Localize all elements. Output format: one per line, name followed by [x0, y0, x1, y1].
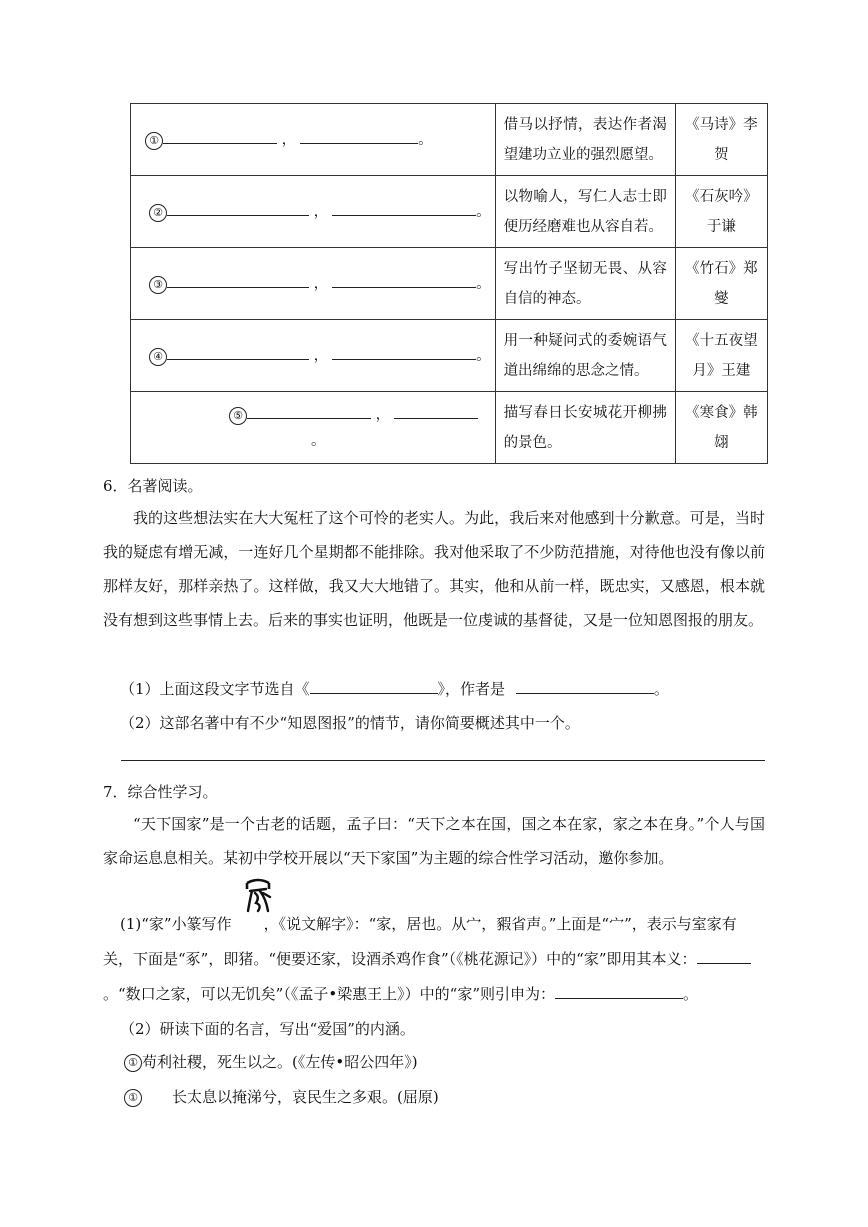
q7-heading: 7．综合性学习。	[103, 783, 218, 801]
q6-sub2: （2）这部名著中有不少“知恩图报”的情节，请你简要概述其中一个。	[120, 714, 580, 732]
poem-blank-cell	[131, 320, 496, 392]
poem-description: 用一种疑问式的委婉语气道出绵绵的思念之情。	[495, 320, 675, 392]
period: 。	[311, 432, 326, 449]
period: 。	[476, 347, 491, 364]
poem-description: 写出竹子坚韧无畏、从容自信的神态。	[495, 248, 675, 320]
row-number: ②	[149, 204, 167, 222]
q7-sub1-line2	[103, 948, 751, 969]
row-number: ③	[149, 276, 167, 294]
period: 。	[476, 203, 491, 220]
q7-jia-extended-blank[interactable]	[555, 984, 683, 999]
q7-sub1-line1	[120, 913, 737, 934]
poem-description: 借马以抒情，表达作者渴望建功立业的强烈愿望。	[495, 104, 675, 176]
poem-source: 《马诗》李贺	[675, 104, 767, 176]
quote-2-number: ①	[124, 1089, 142, 1107]
poem-table	[130, 103, 768, 464]
q6-book-title-blank[interactable]	[310, 679, 438, 694]
poem-source: 《十五夜望月》王建	[675, 320, 767, 392]
row-number: ⑤	[229, 407, 247, 425]
poem-blank-cell	[131, 392, 496, 464]
comma: ，	[313, 275, 329, 292]
second-line-blank[interactable]	[300, 129, 418, 144]
q7-sub1-text-line3a: 。“数口之家，可以无饥矣”（《孟子•梁惠王上》）中的“家”则引申为：	[103, 985, 556, 1003]
q6-author-blank[interactable]	[516, 679, 654, 694]
row-number: ④	[149, 348, 167, 366]
quote-2-text: 长太息以掩涕兮，哀民生之多艰。(屈原)	[172, 1088, 439, 1106]
poem-blank-cell	[131, 248, 496, 320]
poem-source: 《寒食》韩翃	[675, 392, 767, 464]
q6-sub1-text-c: 。	[653, 680, 669, 698]
q6-answer-line[interactable]	[121, 760, 765, 761]
first-line-blank[interactable]	[167, 345, 309, 360]
poem-blank-cell	[131, 104, 496, 176]
poem-row	[131, 104, 768, 176]
q6-sub1-text-b: 》，作者是	[437, 680, 506, 698]
q6-sub1-text-a: （1）上面这段文字节选自《	[120, 680, 310, 698]
q7-intro: “天下国家”是一个古老的话题，孟子曰：“天下之本在国，国之本在家，家之本在身。”个人与国家命运息息相关。某初中学校开展以“天下家国”为主题的综合性学习活动，邀你参加。	[103, 815, 765, 867]
q6-passage: 我的这些想法实在大大冤枉了这个可怜的老实人。为此，我后来对他感到十分歉意。可是，当时我的疑虑有增无减，一连好几个星期都不能排除。我对他采取了不少防范措施，对待他也没有像以前那样友好，那样亲热了。这样做，我又大大地错了。其实，他和从前一样，既忠实，又感恩，根本就没有想到这些事情上去。后来的事实也证明，他既是一位虔诚的基督徒，又是一位知恩图报的朋友。	[103, 509, 765, 629]
q6-heading: 6．名著阅读。	[103, 477, 203, 495]
poem-description: 描写春日长安城花开柳拂的景色。	[495, 392, 675, 464]
seal-script-jia-icon	[244, 877, 272, 913]
quote-1-number: ①	[124, 1054, 142, 1072]
second-line-blank[interactable]	[332, 345, 476, 360]
quote-2	[124, 1086, 439, 1107]
quote-1	[124, 1051, 418, 1072]
second-line-blank[interactable]	[332, 273, 476, 288]
first-line-blank[interactable]	[167, 273, 309, 288]
q7-sub1-line3	[103, 983, 698, 1004]
second-line-blank[interactable]	[332, 201, 476, 216]
first-line-blank[interactable]	[163, 129, 277, 144]
q7-sub1-text-line3b: 。	[683, 985, 699, 1003]
first-line-blank[interactable]	[167, 201, 309, 216]
comma: ，	[313, 347, 329, 364]
poem-row	[131, 392, 768, 464]
poem-row	[131, 176, 768, 248]
q7-sub2: （2）研读下面的名言，写出“爱国”的内涵。	[120, 1020, 415, 1038]
comma: ，	[281, 131, 297, 148]
poem-description: 以物喻人，写仁人志士即便历经磨难也从容自若。	[495, 176, 675, 248]
row-number: ①	[145, 132, 163, 150]
comma: ，	[375, 406, 391, 423]
q7-jia-meaning-blank[interactable]	[697, 949, 751, 964]
first-line-blank[interactable]	[247, 404, 371, 419]
poem-blank-cell	[131, 176, 496, 248]
q6-sub1	[120, 678, 669, 699]
q7-sub1-text-line2: 关，下面是“豖”，即猪。“便要还家，设酒杀鸡作食”（《桃花源记》）中的“家”即用其本义：	[103, 950, 697, 968]
poem-source: 《石灰吟》于谦	[675, 176, 767, 248]
poem-source: 《竹石》郑燮	[675, 248, 767, 320]
poem-row	[131, 248, 768, 320]
q7-sub1-text-a: (1)“家”小篆写作	[120, 915, 232, 933]
poem-row	[131, 320, 768, 392]
q7-sub1-text-b: ，《说文解字》：“家，居也。从宀，豭省声。”上面是“宀”，表示与室家有	[263, 915, 737, 933]
period: 。	[418, 131, 433, 148]
comma: ，	[313, 203, 329, 220]
second-line-blank[interactable]	[394, 404, 478, 419]
quote-1-text: 苟利社稷，死生以之。(《左传•昭公四年》)	[142, 1053, 418, 1071]
period: 。	[476, 275, 491, 292]
